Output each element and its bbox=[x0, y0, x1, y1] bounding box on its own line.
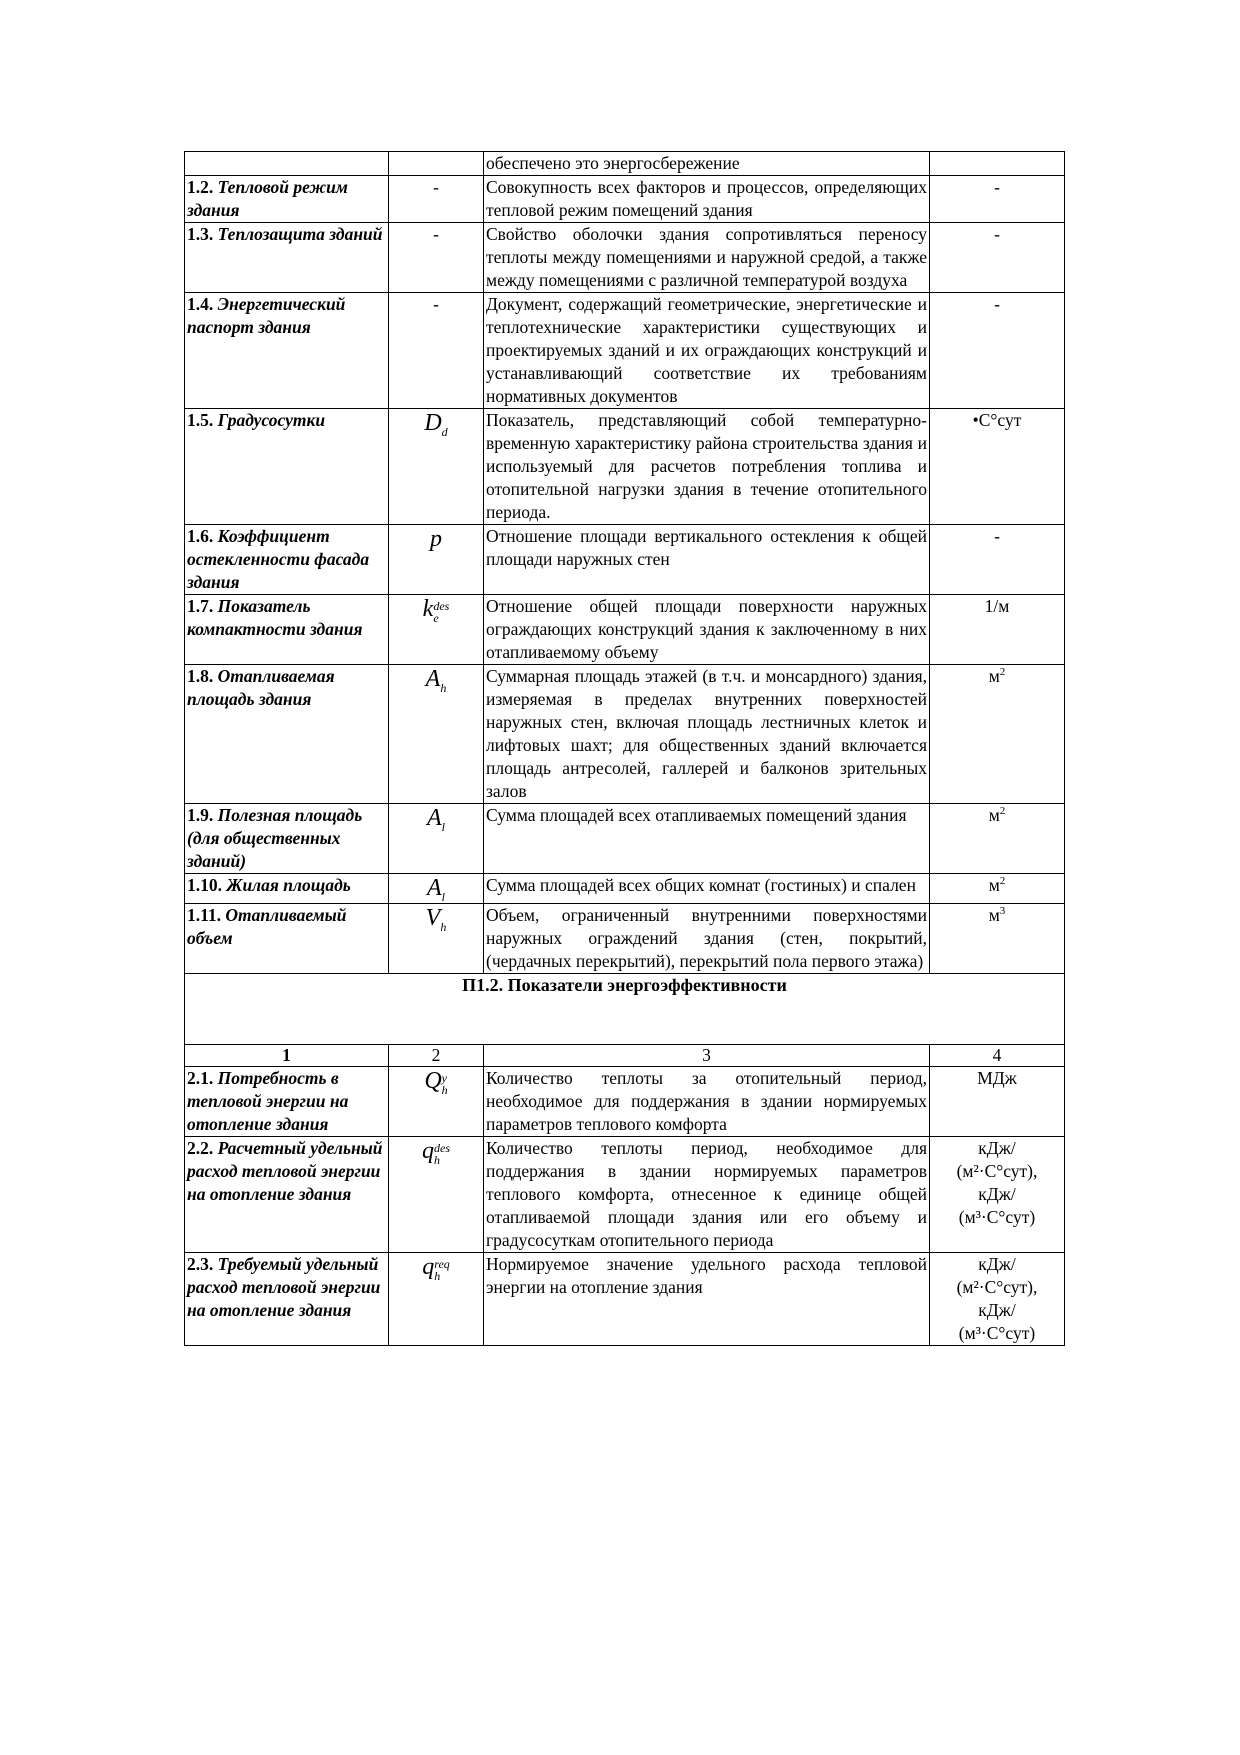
symbol-cell bbox=[389, 804, 484, 874]
term-number: 2.1. bbox=[187, 1068, 214, 1088]
term-number: 2.3. bbox=[187, 1254, 214, 1274]
term-cell bbox=[185, 665, 389, 804]
term-name: Энергетический паспорт здания bbox=[187, 294, 346, 337]
symbol-scripts bbox=[440, 909, 446, 933]
unit-text: - bbox=[994, 526, 1000, 546]
term-name: Жилая площадь bbox=[226, 875, 351, 895]
symbol-cell bbox=[389, 1137, 484, 1253]
table-row bbox=[185, 904, 1065, 974]
unit-line: (м³·С°сут) bbox=[958, 1207, 1036, 1227]
term-number: 1.8. bbox=[187, 666, 214, 686]
description-cell: Отношение площади вертикального остекления к общей площади наружных стен bbox=[484, 525, 930, 595]
description-cell: Нормируемое значение удельного расхода тепловой энергии на отопление здания bbox=[484, 1253, 930, 1346]
term-cell bbox=[185, 176, 389, 223]
definitions-table bbox=[184, 151, 1065, 1346]
description-cell: Совокупность всех факторов и процессов, определяющих тепловой режим помещений здания bbox=[484, 176, 930, 223]
description-cell: Свойство оболочки здания сопротивляться переносу теплоты между помещениями и наружной средой, а также между помещениями с различной температурой воздуха bbox=[484, 223, 930, 293]
table-row bbox=[185, 1137, 1065, 1253]
term-name: Тепловой режим здания bbox=[187, 177, 348, 220]
symbol-letter: A bbox=[426, 875, 442, 901]
table-row bbox=[185, 874, 1065, 904]
symbol-letter: D bbox=[424, 410, 442, 436]
unit-cell bbox=[930, 874, 1065, 904]
symbol-subscript: d bbox=[441, 425, 448, 439]
symbol-subscript: l bbox=[441, 820, 445, 834]
table-row bbox=[185, 1067, 1065, 1137]
table-row bbox=[185, 665, 1065, 804]
column-number-row bbox=[185, 1045, 1065, 1067]
term-name: Показатель компактности здания bbox=[187, 596, 363, 639]
unit-line: кДж/ bbox=[978, 1254, 1016, 1274]
term-name: Коэффициент остекленности фасада здания bbox=[187, 526, 370, 592]
symbol-letter: V bbox=[425, 905, 441, 931]
column-number: 4 bbox=[930, 1045, 1065, 1067]
symbol-cell bbox=[389, 223, 484, 293]
term-cell bbox=[185, 1253, 389, 1346]
unit-text: 1/м bbox=[984, 596, 1010, 616]
column-number: 2 bbox=[389, 1045, 484, 1067]
description-cell: Суммарная площадь этажей (в т.ч. и монсардного) здания, измеряемая в пределах внутренних поверхностей наружных стен, включая площадь лестничных клеток и лифтовых шахт; для общественных зданий включается площадь антресолей, галлерей и балконов зрительных залов bbox=[484, 665, 930, 804]
unit-text: м bbox=[988, 875, 1000, 895]
symbol-cell bbox=[389, 409, 484, 525]
term-cell bbox=[185, 595, 389, 665]
unit-cell bbox=[930, 1067, 1065, 1137]
symbol-letter: A bbox=[426, 805, 442, 831]
term-name: Градусосутки bbox=[217, 410, 326, 430]
symbol-letter: p bbox=[430, 526, 442, 552]
table-row bbox=[185, 176, 1065, 223]
unit-cell bbox=[930, 409, 1065, 525]
symbol-cell bbox=[389, 1067, 484, 1137]
term-name: Требуемый удельный расход тепловой энергии на отопление здания bbox=[187, 1254, 381, 1320]
unit-cell bbox=[930, 152, 1065, 176]
term-number: 2.2. bbox=[187, 1138, 214, 1158]
table-row bbox=[185, 1253, 1065, 1346]
table-body bbox=[185, 152, 1065, 1346]
unit-cell bbox=[930, 804, 1065, 874]
unit-text: м bbox=[988, 905, 1000, 925]
unit-line: кДж/ bbox=[978, 1138, 1016, 1158]
symbol-scripts bbox=[442, 414, 448, 438]
unit-text: м bbox=[988, 666, 1000, 686]
symbol-cell bbox=[389, 525, 484, 595]
term-cell bbox=[185, 223, 389, 293]
term-name: Теплозащита зданий bbox=[217, 224, 383, 244]
term-cell bbox=[185, 152, 389, 176]
section-title: П1.2. Показатели энергоэффективности bbox=[185, 974, 1065, 1045]
unit-cell bbox=[930, 223, 1065, 293]
term-number: 1.11. bbox=[187, 905, 222, 925]
symbol-cell bbox=[389, 904, 484, 974]
symbol-subscript: h bbox=[441, 1083, 448, 1097]
symbol-scripts bbox=[442, 809, 445, 833]
column-number: 3 bbox=[484, 1045, 930, 1067]
description-cell: Сумма площадей всех отапливаемых помещений здания bbox=[484, 804, 930, 874]
term-name: Полезная площадь (для общественных зданий) bbox=[187, 805, 363, 871]
term-name: Отапливаемый объем bbox=[187, 905, 347, 948]
unit-cell bbox=[930, 904, 1065, 974]
unit-line: (м²·С°сут), bbox=[956, 1161, 1038, 1181]
term-number: 1.7. bbox=[187, 596, 214, 616]
unit-cell bbox=[930, 293, 1065, 409]
symbol-superscript: des bbox=[433, 599, 450, 613]
table-row bbox=[185, 223, 1065, 293]
symbol-letter: q bbox=[422, 1254, 435, 1280]
symbol-scripts bbox=[434, 1142, 450, 1166]
term-cell bbox=[185, 525, 389, 595]
unit-cell bbox=[930, 1253, 1065, 1346]
symbol-cell bbox=[389, 293, 484, 409]
description-cell: Сумма площадей всех общих комнат (гостиных) и спален bbox=[484, 874, 930, 904]
symbol-scripts bbox=[434, 1258, 450, 1282]
symbol-subscript: e bbox=[433, 611, 439, 625]
symbol-cell bbox=[389, 874, 484, 904]
table-row bbox=[185, 293, 1065, 409]
unit-exponent: 3 bbox=[999, 905, 1006, 917]
symbol-subscript: h bbox=[440, 681, 447, 695]
table-row bbox=[185, 595, 1065, 665]
description-cell: Количество теплоты период, необходимое для поддержания в здании нормируемых параметров теплового комфорта, отнесенное к единице общей отапливаемой площади здания или его объему и градусосуткам отопительного периода bbox=[484, 1137, 930, 1253]
symbol-cell bbox=[389, 152, 484, 176]
symbol-cell bbox=[389, 1253, 484, 1346]
term-number: 1.4. bbox=[187, 294, 214, 314]
unit-exponent: 2 bbox=[999, 875, 1006, 887]
symbol-superscript: des bbox=[434, 1141, 450, 1155]
symbol-subscript: h bbox=[434, 1153, 440, 1167]
term-cell bbox=[185, 293, 389, 409]
unit-text: - bbox=[994, 177, 1000, 197]
symbol-letter: - bbox=[433, 294, 439, 314]
unit-cell bbox=[930, 595, 1065, 665]
description-cell: Показатель, представляющий собой температурно-временную характеристику района строительства здания и используемый для расчетов потребления топлива и отопительной нагрузки здания в течение отопительного периода. bbox=[484, 409, 930, 525]
symbol-cell bbox=[389, 595, 484, 665]
symbol-letter: A bbox=[425, 666, 441, 692]
term-cell bbox=[185, 804, 389, 874]
term-number: 1.3. bbox=[187, 224, 214, 244]
symbol-scripts bbox=[442, 879, 445, 903]
symbol-scripts bbox=[433, 600, 449, 624]
description-cell: обеспечено это энергосбережение bbox=[484, 152, 930, 176]
unit-exponent: 2 bbox=[999, 805, 1006, 817]
unit-line: кДж/ bbox=[978, 1184, 1016, 1204]
symbol-letter: k bbox=[422, 596, 434, 622]
section-heading-row bbox=[185, 974, 1065, 1045]
unit-cell bbox=[930, 176, 1065, 223]
term-number: 1.2. bbox=[187, 177, 214, 197]
symbol-subscript: l bbox=[441, 890, 445, 904]
term-number: 1.5. bbox=[187, 410, 214, 430]
symbol-cell bbox=[389, 176, 484, 223]
unit-text: м bbox=[988, 805, 1000, 825]
unit-line: (м²·С°сут), bbox=[956, 1277, 1038, 1297]
symbol-scripts bbox=[440, 670, 446, 694]
term-name: Отапливаемая площадь здания bbox=[187, 666, 335, 709]
term-cell bbox=[185, 874, 389, 904]
symbol-subscript: h bbox=[434, 1269, 441, 1283]
symbol-letter: - bbox=[433, 224, 439, 244]
description-cell: Объем, ограниченный внутренними поверхностями наружных ограждений здания (стен, покрытий, (чердачных перекрытий), перекрытий пола первого этажа) bbox=[484, 904, 930, 974]
description-cell: Отношение общей площади поверхности наружных ограждающих конструкций здания к заключенному в них отапливаемому объему bbox=[484, 595, 930, 665]
term-name: Потребность в тепловой энергии на отопление здания bbox=[187, 1068, 349, 1134]
symbol-superscript: y bbox=[441, 1071, 447, 1085]
unit-line: кДж/ bbox=[978, 1300, 1016, 1320]
unit-cell bbox=[930, 525, 1065, 595]
term-cell bbox=[185, 1067, 389, 1137]
unit-cell bbox=[930, 665, 1065, 804]
unit-line: МДж bbox=[977, 1068, 1017, 1088]
table-row bbox=[185, 525, 1065, 595]
table-row bbox=[185, 804, 1065, 874]
symbol-scripts bbox=[442, 1072, 448, 1096]
symbol-letter: Q bbox=[424, 1068, 442, 1094]
description-cell: Документ, содержащий геометрические, энергетические и теплотехнические характеристики существующих и проектируемых зданий и их ограждающих конструкций и устанавливающий соответствие их требованиям нормативных документов bbox=[484, 293, 930, 409]
term-number: 1.9. bbox=[187, 805, 214, 825]
term-cell bbox=[185, 904, 389, 974]
column-number: 1 bbox=[185, 1045, 389, 1067]
symbol-subscript: h bbox=[440, 920, 447, 934]
unit-text: •С°сут bbox=[972, 410, 1022, 430]
symbol-superscript: req bbox=[434, 1257, 450, 1271]
unit-exponent: 2 bbox=[999, 666, 1006, 678]
unit-line: (м³·С°сут) bbox=[958, 1323, 1036, 1343]
symbol-cell bbox=[389, 665, 484, 804]
term-number: 1.10. bbox=[187, 875, 222, 895]
term-cell bbox=[185, 1137, 389, 1253]
unit-cell bbox=[930, 1137, 1065, 1253]
symbol-letter: q bbox=[422, 1138, 434, 1164]
table-row bbox=[185, 152, 1065, 176]
term-name: Расчетный удельный расход тепловой энергии на отопление здания bbox=[187, 1138, 383, 1204]
table-row bbox=[185, 409, 1065, 525]
description-cell: Количество теплоты за отопительный период, необходимое для поддержания в здании нормируемых параметров теплового комфорта bbox=[484, 1067, 930, 1137]
symbol-letter: - bbox=[433, 177, 439, 197]
term-cell bbox=[185, 409, 389, 525]
term-number: 1.6. bbox=[187, 526, 214, 546]
unit-text: - bbox=[994, 224, 1000, 244]
unit-text: - bbox=[994, 294, 1000, 314]
